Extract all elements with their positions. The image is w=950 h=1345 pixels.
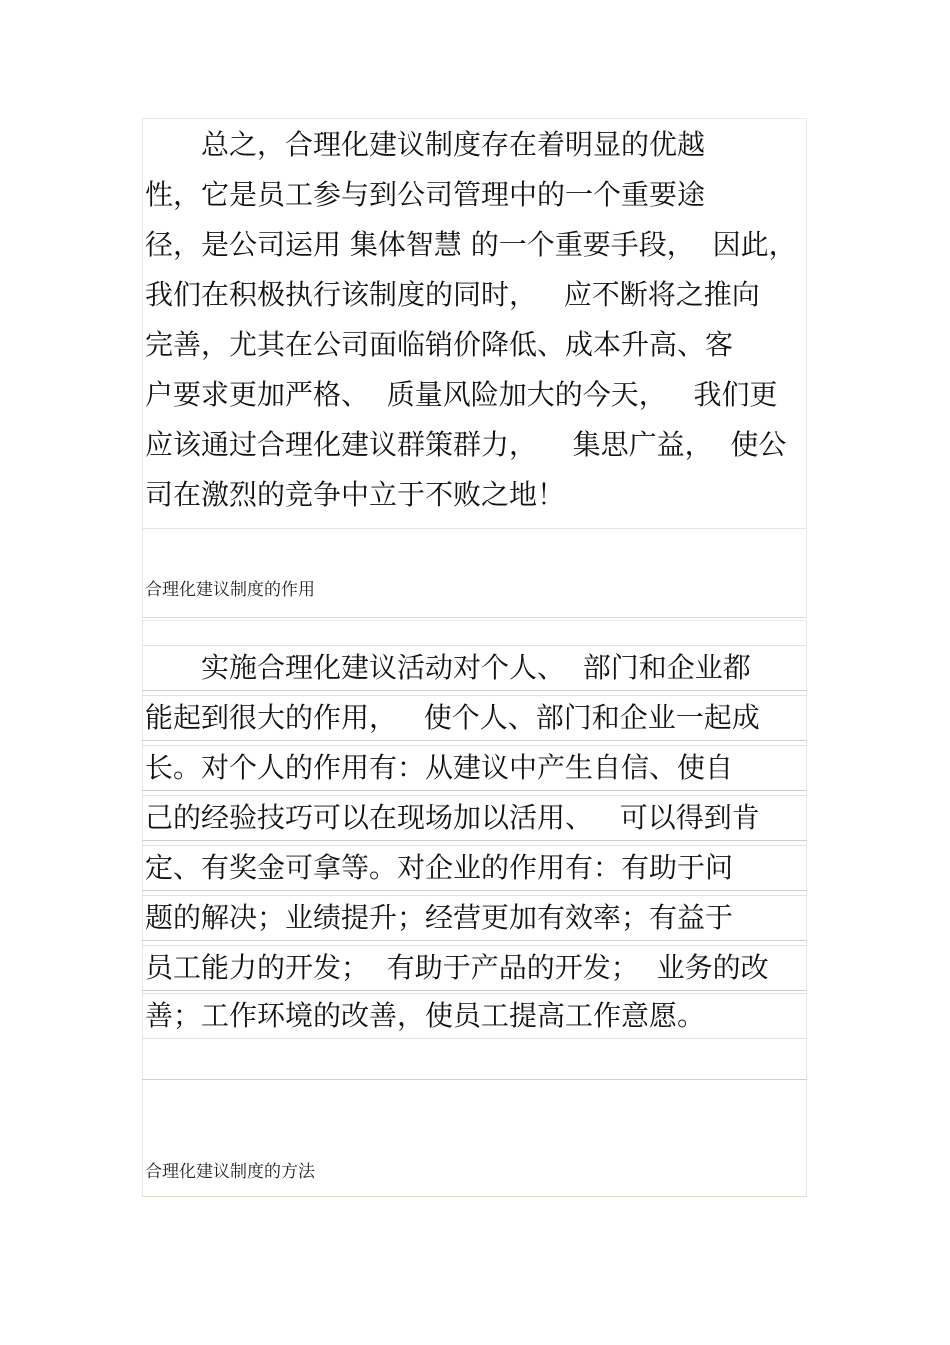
paragraph-line: 总之，合理化建议制度存在着明显的优越: [145, 128, 706, 161]
paragraph-line: 性，它是员工参与到公司管理中的一个重要途: [145, 178, 706, 211]
paragraph-line: 善；工作环境的改善，使员工提高工作意愿。: [145, 999, 706, 1032]
section-heading-method: 合理化建议制度的方法: [145, 1162, 315, 1182]
paragraph-line: 定、有奖金可拿等。对企业的作用有：有助于问: [145, 851, 734, 884]
paragraph-line: 径，是公司运用 集体智慧 的一个重要手段， 因此，: [145, 228, 797, 261]
paragraph-line: 完善，尤其在公司面临销价降低、成本升高、客: [145, 328, 734, 361]
paragraph-line: 我们在积极执行该制度的同时， 应不断将之推向: [145, 278, 760, 311]
paragraph-line: 应该通过合理化建议群策群力， 集思广益， 使公: [145, 428, 787, 461]
paragraph-line: 题的解决；业绩提升；经营更加有效率；有益于: [145, 901, 734, 934]
paragraph-line: 司在激烈的竞争中立于不败之地！: [145, 478, 566, 511]
paragraph-line: 能起到很大的作用， 使个人、部门和企业一起成: [145, 701, 760, 734]
paragraph-line: 己的经验技巧可以在现场加以活用、 可以得到肯: [145, 801, 760, 834]
paragraph-line: 实施合理化建议活动对个人、 部门和企业都: [145, 651, 751, 684]
section-heading-role: 合理化建议制度的作用: [145, 580, 315, 600]
paragraph-line: 员工能力的开发； 有助于产品的开发； 业务的改: [145, 951, 769, 984]
text-row-box: [142, 1038, 807, 1080]
divider: [142, 528, 807, 529]
paragraph-line: 长。对个人的作用有：从建议中产生自信、使自: [145, 751, 734, 784]
paragraph-line: 户要求更加严格、 质量风险加大的今天， 我们更: [145, 378, 778, 411]
